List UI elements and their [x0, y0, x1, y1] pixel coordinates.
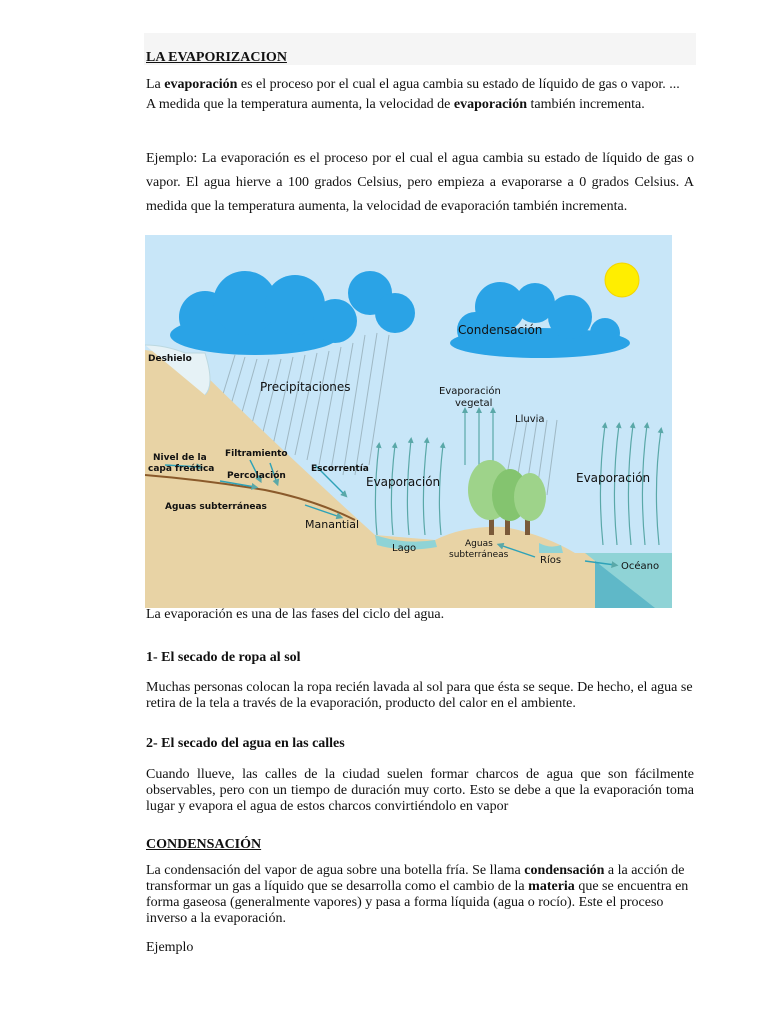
label-nivel-capa-2: capa freática [148, 464, 215, 474]
label-lago: Lago [392, 543, 417, 554]
label-aguas-centro-2: subterráneas [449, 550, 509, 560]
section1-heading: 1- El secado de ropa al sol [146, 650, 301, 665]
label-percolacion: Percolación [227, 471, 286, 481]
label-evaporacion-vegetal: Evaporación [439, 386, 501, 397]
intro-text: también incrementa. [526, 97, 645, 112]
label-evaporacion-centro: Evaporación [366, 475, 441, 489]
label-lluvia: Lluvia [515, 414, 545, 425]
condensacion-text: que se encuentra en forma gaseosa (generalmente vapores) y pasa a forma líquida (agua o rocío). Este el proceso inverso a la evaporación. [146, 879, 689, 926]
label-escorrentia: Escorrentía [311, 464, 369, 474]
label-manantial: Manantial [305, 518, 360, 531]
label-rios: Ríos [540, 555, 562, 566]
label-aguas-centro: Aguas [465, 539, 493, 549]
section2-text: Cuando llueve, las calles de la ciudad suelen formar charcos de agua que son fácilmente observables, pero con un tiempo de duración muy corto. Esto se debe a que la evaporación toma lugar y evapora el agua de estos charcos convirtiéndolo en vapor [146, 767, 694, 814]
label-aguas-subterraneas-izq: Aguas subterráneas [165, 502, 267, 512]
label-nivel-capa: Nivel de la [153, 453, 207, 463]
intro-text: es el proceso por el cual el agua cambia su estado de líquido de gas o vapor. ... [237, 77, 680, 92]
label-evaporacion-vegetal-2: vegetal [455, 398, 493, 409]
label-precipitaciones: Precipitaciones [260, 380, 351, 394]
water-cycle-diagram [145, 235, 672, 608]
sun-icon [605, 263, 639, 297]
label-oceano: Océano [621, 561, 660, 572]
intro-text: A medida que la temperatura aumenta, la velocidad de [146, 97, 454, 112]
section2-heading: 2- El secado del agua en las calles [146, 736, 345, 751]
condensacion-bold-term: condensación [524, 863, 605, 878]
intro-bold-term: evaporación [164, 77, 238, 92]
condensacion-paragraph [146, 863, 694, 927]
page-title: LA EVAPORIZACION [146, 50, 287, 65]
section1-text: Muchas personas colocan la ropa recién lavada al sol para que ésta se seque. De hecho, el agua se retira de la tela a través de la evaporación, producto del calor en el ambiente. [146, 680, 693, 711]
label-condensacion: Condensación [458, 323, 543, 337]
intro-paragraph [146, 75, 694, 115]
label-evaporacion-derecha: Evaporación [576, 471, 651, 485]
materia-bold-term: materia [528, 879, 575, 894]
figure-caption: La evaporación es una de las fases del ciclo del agua. [146, 607, 445, 622]
label-deshielo: Deshielo [148, 354, 192, 364]
intro-text: La [146, 77, 165, 92]
condensacion-heading: CONDENSACIÓN [146, 837, 262, 852]
label-filtramiento: Filtramiento [225, 449, 288, 459]
example-paragraph: Ejemplo: La evaporación es el proceso por el cual el agua cambia su estado de líquido de gas o vapor. El agua hierve a 100 grados Celsius, pero empieza a evaporarse a 0 grados Celsius. A medida que la temperatura aumenta, la velocidad de evaporación también incrementa. [146, 151, 694, 214]
condensacion-text: a la acción de transformar un gas a líquido que se desarrolla como el cambio de la [146, 863, 685, 894]
condensacion-text: La condensación del vapor de agua sobre una botella fría. Se llama [146, 863, 525, 878]
ejemplo-label: Ejemplo [146, 940, 194, 955]
intro-bold-term: evaporación [453, 97, 527, 112]
